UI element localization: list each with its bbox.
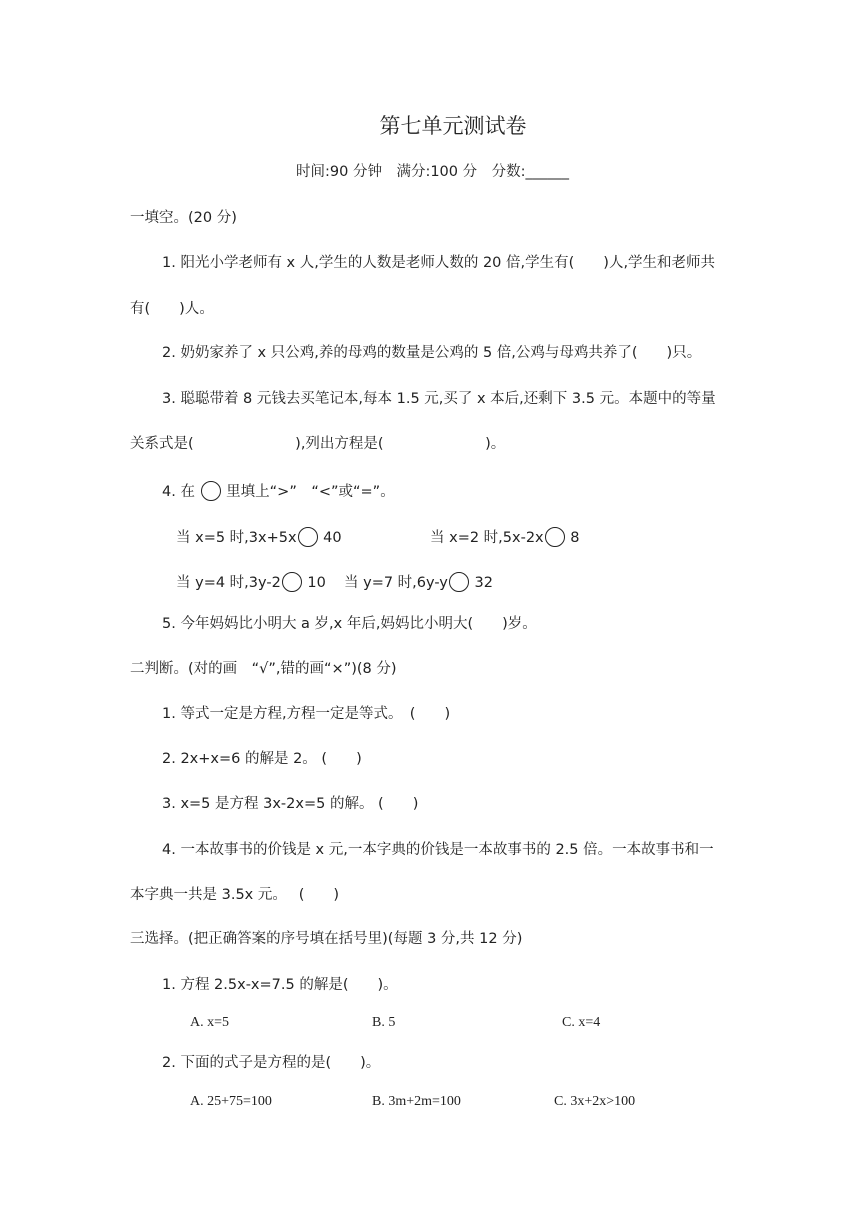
s3-q2-option-c[interactable]: C. 3x+2x>100 bbox=[554, 1094, 636, 1109]
s1-q4-item-value: 40 bbox=[323, 530, 342, 546]
blank-circle-icon bbox=[201, 481, 221, 501]
s3-question-2: 2. 下面的式子是方程的是( )。 bbox=[162, 1055, 381, 1071]
s1-q4-item-2 bbox=[430, 527, 579, 548]
s1-q4-item-4 bbox=[344, 572, 493, 593]
s3-q2-option-a[interactable]: A. 25+75=100 bbox=[190, 1094, 272, 1109]
s1-question-3-line-1: 3. 聪聪带着 8 元钱去买笔记本,每本 1.5 元,买了 x 本后,还剩下 3.5 元。本题中的等量 bbox=[162, 391, 716, 407]
s3-question-1: 1. 方程 2.5x-x=7.5 的解是( )。 bbox=[162, 977, 398, 993]
s1-question-2: 2. 奶奶家养了 x 只公鸡,养的母鸡的数量是公鸡的 5 倍,公鸡与母鸡共养了( )只。 bbox=[162, 345, 702, 361]
s1-q4-prefix: 4. 在 bbox=[162, 484, 195, 500]
blank-circle-icon[interactable] bbox=[449, 572, 469, 592]
blank-circle-icon[interactable] bbox=[282, 572, 302, 592]
section-2-heading: 二判断。(对的画 “√”,错的画“×”)(8 分) bbox=[130, 661, 397, 677]
s1-q4-item-text: 当 x=5 时,3x+5x bbox=[176, 530, 297, 546]
section-1-heading: 一填空。(20 分) bbox=[130, 210, 237, 226]
s1-question-4 bbox=[162, 481, 395, 502]
page-title: 第七单元测试卷 bbox=[379, 114, 527, 138]
s1-q4-item-value: 8 bbox=[570, 530, 580, 546]
s1-q4-item-value: 10 bbox=[307, 575, 326, 591]
s1-q4-item-text: 当 x=2 时,5x-2x bbox=[430, 530, 544, 546]
blank-circle-icon[interactable] bbox=[545, 527, 565, 547]
s1-q4-item-text: 当 y=4 时,3y-2 bbox=[176, 575, 281, 591]
s1-question-1-line-2: 有( )人。 bbox=[130, 301, 214, 317]
s3-q1-option-c[interactable]: C. x=4 bbox=[562, 1015, 601, 1030]
s2-question-2: 2. 2x+x=6 的解是 2。 ( ) bbox=[162, 751, 362, 767]
s3-q1-option-a[interactable]: A. x=5 bbox=[190, 1015, 230, 1030]
s1-q4-item-1 bbox=[176, 527, 342, 548]
s1-q4-item-text: 当 y=7 时,6y-y bbox=[344, 575, 448, 591]
s1-q4-item-value: 32 bbox=[474, 575, 493, 591]
s3-q2-option-b[interactable]: B. 3m+2m=100 bbox=[372, 1094, 461, 1109]
s3-q1-option-b[interactable]: B. 5 bbox=[372, 1015, 396, 1030]
s2-question-1: 1. 等式一定是方程,方程一定是等式。 ( ) bbox=[162, 706, 451, 722]
blank-circle-icon[interactable] bbox=[298, 527, 318, 547]
s2-question-4-line-1: 4. 一本故事书的价钱是 x 元,一本字典的价钱是一本故事书的 2.5 倍。一本故事书和一 bbox=[162, 842, 714, 858]
s1-question-1-line-1: 1. 阳光小学老师有 x 人,学生的人数是老师人数的 20 倍,学生有( )人,学生和老师共 bbox=[162, 255, 716, 271]
s1-q4-suffix: 里填上“>” “<”或“=”。 bbox=[226, 484, 395, 500]
s2-question-4-line-2: 本字典一共是 3.5x 元。 ( ) bbox=[130, 887, 340, 903]
s1-q4-item-3 bbox=[176, 572, 326, 593]
s1-question-5: 5. 今年妈妈比小明大 a 岁,x 年后,妈妈比小明大( )岁。 bbox=[162, 616, 537, 632]
test-meta: 时间:90 分钟 满分:100 分 分数:______ bbox=[296, 164, 569, 180]
section-3-heading: 三选择。(把正确答案的序号填在括号里)(每题 3 分,共 12 分) bbox=[130, 931, 523, 947]
s1-question-3-line-2: 关系式是( ),列出方程是( )。 bbox=[130, 436, 506, 452]
s2-question-3: 3. x=5 是方程 3x-2x=5 的解。 ( ) bbox=[162, 796, 419, 812]
